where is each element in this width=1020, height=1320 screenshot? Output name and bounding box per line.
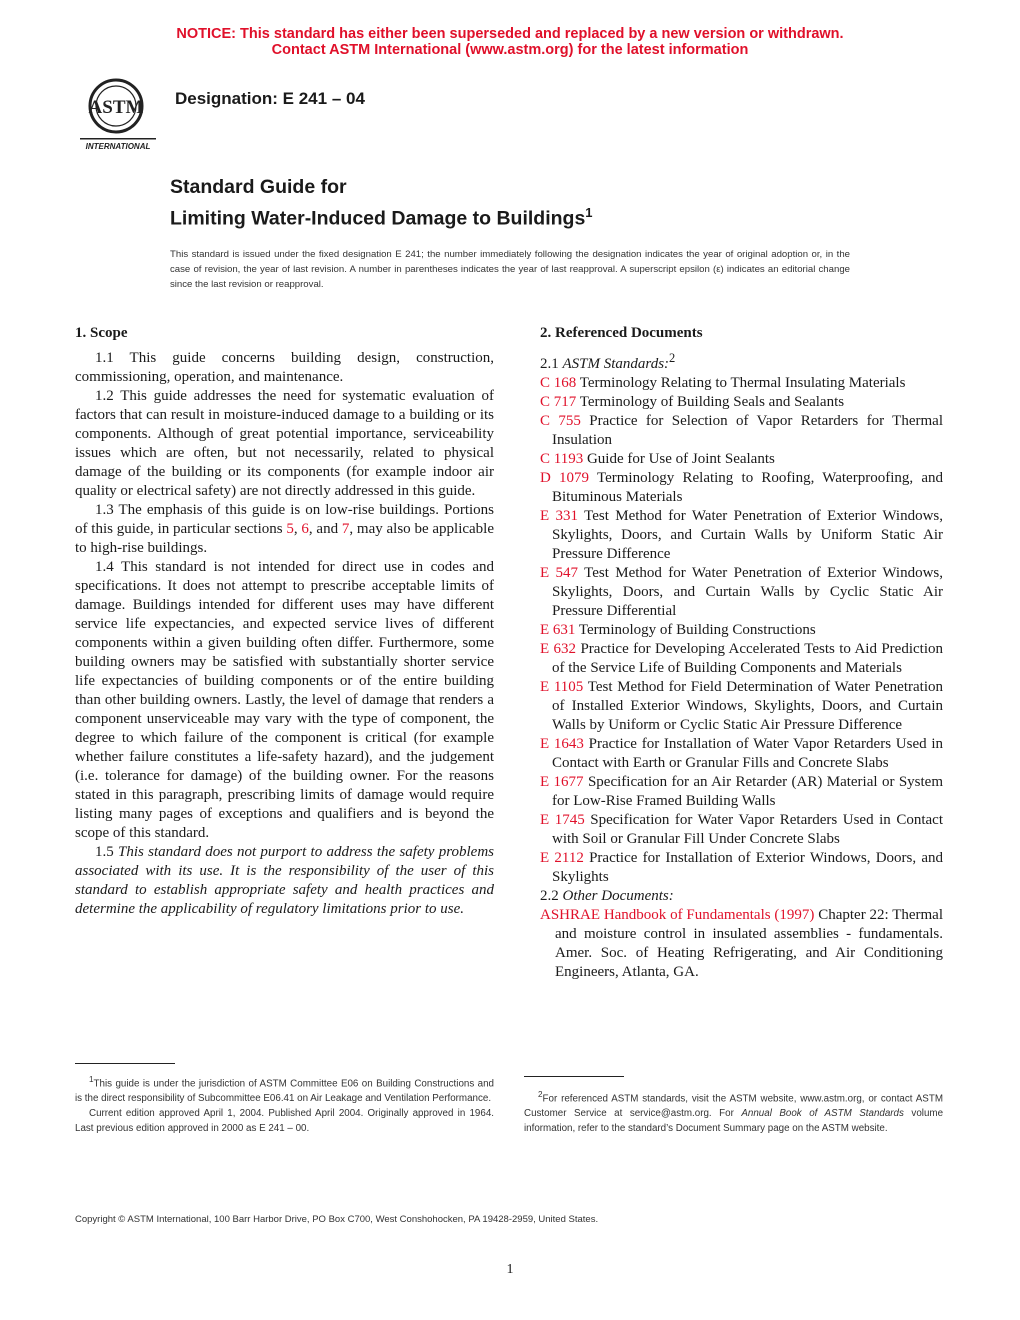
footnote-1: $^1$This guide is under the jurisdiction of ASTM Committee E06 on Building Constructions and is the direct responsibility of Subcommittee E06.41 on Air Leakage and Ventilation Performance. Current edition approved April 1, 2004. Published April 2004. Originally approved in 1964. Last previous edition approved in 2000 as E 241 – 00. xyxy=(75,1075,494,1135)
notice-line-2: Contact ASTM International (www.astm.org) for the latest information xyxy=(271,42,749,58)
reference-item xyxy=(540,469,943,507)
reference-title: Test Method for Water Penetration of Exterior Windows, Skylights, Doors, and Curtain Walls by Cyclic Static Air Pressure Differential xyxy=(552,565,943,619)
reference-code-link[interactable]: C 168 xyxy=(540,375,577,391)
scope-1-3: 1.3 The emphasis of this guide is on low-rise buildings. Portions of this guide, in particular sections 5, 6, and 7, may also be applicable to high-rise buildings. xyxy=(75,502,495,556)
section-5-link[interactable]: 5 xyxy=(286,521,294,537)
reference-code-link[interactable]: E 2112 xyxy=(540,850,584,866)
reference-code-link[interactable]: C 717 xyxy=(540,394,577,410)
reference-item xyxy=(540,811,943,849)
ashrae-reference: ASHRAE Handbook of Fundamentals (1997) Chapter 22: Thermal and moisture control in insulated assemblies - fundamentals. Amer. Soc. of Heating Refrigerating, and Air Conditioning Engineers, Atlanta, GA. xyxy=(540,907,944,980)
page-number: 1 xyxy=(506,1262,514,1277)
footnote-rule-left xyxy=(75,1063,175,1064)
issue-note: This standard is issued under the fixed designation E 241; the number immediately following the designation indicates the year of original adoption or, in the case of revision, the year of last revision. A number in parentheses indicates the year of last reapproval. A superscript epsilon (ε) indicates an editorial change since the last revision or reapproval. xyxy=(170,249,850,290)
reference-item xyxy=(540,412,943,450)
section-6-link[interactable]: 6 xyxy=(301,521,309,537)
astm-logo xyxy=(76,76,160,152)
reference-code-link[interactable]: E 1643 xyxy=(540,736,584,752)
refs-heading: 2. Referenced Documents xyxy=(540,325,703,341)
ashrae-link[interactable]: ASHRAE Handbook of Fundamentals (1997) xyxy=(540,907,815,923)
reference-item xyxy=(540,564,943,621)
withdrawal-notice xyxy=(0,26,1020,58)
reference-list xyxy=(540,374,943,887)
scope-1-5: 1.5 This standard does not purport to address the safety problems associated with its use. It is the responsibility of the user of this standard to establish appropriate safety and health practices and determine the applicability of regulatory limitations prior to use. xyxy=(75,844,494,917)
reference-item xyxy=(540,640,943,678)
reference-title: Terminology of Building Seals and Sealants xyxy=(579,394,845,410)
svg-text:INTERNATIONAL: INTERNATIONAL xyxy=(85,142,151,151)
reference-title: Terminology Relating to Roofing, Waterproofing, and Bituminous Materials xyxy=(552,470,943,505)
title-footnote-ref[interactable]: 1 xyxy=(585,205,593,220)
scope-1-4: 1.4 This standard is not intended for direct use in codes and specifications. It does not attempt to prescribe acceptable limits of damage. Buildings intended for different uses may have different service life expectancies, and expected service lives of different components within a given building often differ. Furthermore, some building owners may be satisfied with substantially shorter service life expectancies of building components or of the entire building than other building owners. Lastly, the level of damage that renders a component unserviceable may vary with the type of component, the degree to which failure of the component is critical (for example whether failure constitutes a life-safety hazard), and the judgement (i.e. tolerance for damage) of the building owner. For the reasons stated in this paragraph, prescribing limits of damage would require listing many pages of exceptions and qualifiers and is beyond the scope of this standard. xyxy=(75,559,494,841)
reference-item xyxy=(540,507,943,564)
reference-code-link[interactable]: E 1745 xyxy=(540,812,585,828)
reference-title: Test Method for Field Determination of Water Penetration of Installed Exterior Windows, Skylights, Doors, and Curtain Walls by Uniform or Cyclic Static Air Pressure Difference xyxy=(552,679,943,733)
reference-title: Practice for Selection of Vapor Retarders for Thermal Insulation xyxy=(552,413,943,448)
reference-item xyxy=(540,849,943,887)
section-7-link[interactable]: 7 xyxy=(341,521,350,537)
reference-code-link[interactable]: C 755 xyxy=(540,413,581,429)
astm-standards-label: 2.1 ASTM Standards:$^2$ xyxy=(540,351,676,372)
reference-code-link[interactable]: E 331 xyxy=(540,508,579,524)
reference-title: Practice for Installation of Water Vapor Retarders Used in Contact with Earth or Granular Fills and Concrete Slabs xyxy=(552,736,944,771)
reference-code-link[interactable]: E 1677 xyxy=(540,774,584,790)
scope-1-1: 1.1 This guide concerns building design, construction, commissioning, operation, and maintenance. xyxy=(75,350,494,385)
title-line-2: Limiting Water-Induced Damage to Buildings$^1$ xyxy=(170,205,593,230)
reference-item xyxy=(540,374,943,393)
reference-code-link[interactable]: E 632 xyxy=(540,641,577,657)
reference-item xyxy=(540,773,943,811)
title-line-1: Standard Guide for xyxy=(170,176,347,198)
reference-title: Guide for Use of Joint Sealants xyxy=(586,451,775,467)
reference-title: Practice for Developing Accelerated Tests to Aid Prediction of the Service Life of Building Components and Materials xyxy=(552,641,943,676)
reference-item xyxy=(540,621,943,640)
reference-code-link[interactable]: C 1193 xyxy=(540,451,584,467)
copyright: Copyright © ASTM International, 100 Barr Harbor Drive, PO Box C700, West Conshohocken, PA 19428-2959, United States. xyxy=(75,1214,599,1225)
notice-line-1: NOTICE: This standard has either been superseded and replaced by a new version or withdrawn. xyxy=(176,26,844,42)
referenced-documents-section xyxy=(540,324,943,982)
scope-section xyxy=(75,324,494,919)
other-documents-label: 2.2 Other Documents: xyxy=(540,888,674,904)
footnote-rule-right xyxy=(524,1076,624,1077)
reference-code-link[interactable]: E 547 xyxy=(540,565,579,581)
scope-1-2: 1.2 This guide addresses the need for systematic evaluation of factors that can result in moisture-induced damage to a building or its components. Although of great potential importance, serviceability issues which are often, but not necessarily, related to physical damage of the building or its components (for example indoor air quality or electrical safety) are not directly addressed in this guide. xyxy=(75,388,494,499)
svg-text:ASTM: ASTM xyxy=(88,97,144,118)
reference-item xyxy=(540,450,943,469)
reference-code-link[interactable]: D 1079 xyxy=(540,470,590,486)
reference-item xyxy=(540,393,943,412)
reference-code-link[interactable]: E 631 xyxy=(540,622,576,638)
reference-title: Terminology Relating to Thermal Insulating Materials xyxy=(579,375,906,391)
reference-title: Practice for Installation of Exterior Windows, Doors, and Skylights xyxy=(552,850,944,885)
reference-title: Terminology of Building Constructions xyxy=(578,622,816,638)
reference-code-link[interactable]: E 1105 xyxy=(540,679,584,695)
reference-item xyxy=(540,735,943,773)
designation: Designation: E 241 – 04 xyxy=(175,89,365,108)
document-title xyxy=(170,175,593,232)
reference-title: Specification for an Air Retarder (AR) Material or System for Low-Rise Framed Building Walls xyxy=(552,774,943,809)
reference-title: Test Method for Water Penetration of Exterior Windows, Skylights, Doors, and Curtain Walls by Uniform Static Air Pressure Difference xyxy=(552,508,943,562)
reference-item xyxy=(540,678,943,735)
footnote-2: $^2$For referenced ASTM standards, visit the ASTM website, www.astm.org, or contact ASTM Customer Service at service@astm.org. For Annual Book of ASTM Standards volume information, refer to the standard’s Document Summary page on the ASTM website. xyxy=(524,1090,944,1135)
scope-heading: 1. Scope xyxy=(75,325,128,341)
reference-title: Specification for Water Vapor Retarders Used in Contact with Soil or Granular Fill Under Concrete Slabs xyxy=(552,812,943,847)
